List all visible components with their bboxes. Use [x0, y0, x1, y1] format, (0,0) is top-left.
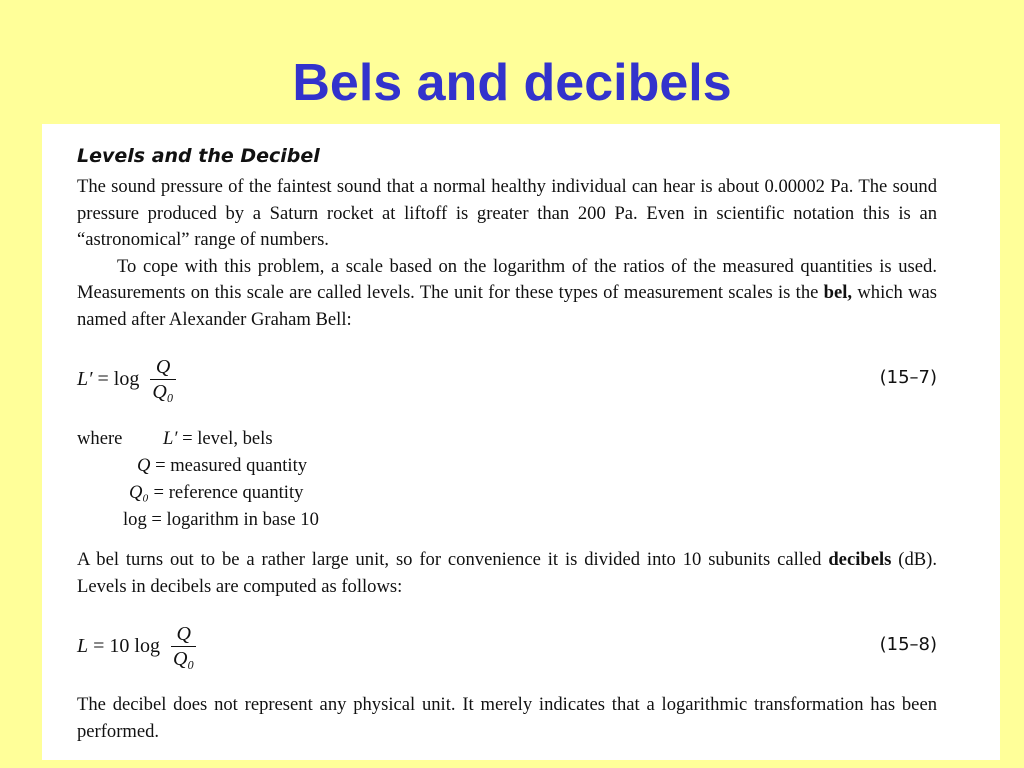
definition-row [77, 506, 937, 533]
definition-row [77, 425, 937, 452]
definition-term: log [123, 509, 147, 530]
definition-row [77, 479, 937, 506]
term-decibels: decibels [828, 549, 892, 570]
paragraph-bel-text-2: which was named after Alexander Graham Bell: [77, 282, 937, 330]
term-bel: bel, [823, 282, 853, 303]
definition-term: Q [137, 455, 151, 476]
paragraph-decibel-text-1: A bel turns out to be a rather large unit, so for convenience it is divided into 10 subunits called [77, 549, 829, 570]
eq1-fraction [150, 355, 175, 404]
eq2-lhs: L [77, 634, 89, 657]
page-content [77, 144, 937, 745]
definition-text: = logarithm in base 10 [146, 509, 319, 530]
equation-number-15-7: (15–7) [879, 367, 937, 388]
paragraph-decibel-text-2: (dB). Levels in decibels are computed as follows: [77, 549, 937, 597]
paragraph-bel-text-1: To cope with this problem, a scale based on the logarithm of the ratios of the measured quantities is used. Measurements on this scale are called levels. The unit for these types of measurement scales is the [77, 255, 937, 303]
paragraph-bel-definition [77, 254, 937, 334]
equation-number-15-8: (15–8) [879, 634, 937, 655]
variable-definitions [77, 425, 937, 533]
equation-15-8-formula [77, 614, 196, 678]
definition-term: L′ [163, 428, 178, 449]
section-heading: Levels and the Decibel [77, 145, 320, 167]
definition-text: = measured quantity [150, 455, 308, 476]
eq1-denominator: Q₀ [152, 380, 174, 403]
paragraph-decibel-unit: The decibel does not represent any physical unit. It merely indicates that a logarithmic transformation has been performed. [77, 694, 937, 742]
eq2-numerator: Q [176, 622, 191, 645]
definition-term: Q₀ [129, 482, 149, 503]
definition-row [77, 452, 937, 479]
definition-text: = reference quantity [148, 482, 304, 503]
eq2-denominator: Q₀ [172, 647, 195, 670]
eq1-operator: = log [92, 367, 145, 390]
eq1-lhs: L′ [77, 367, 93, 390]
definition-lead: where [77, 428, 128, 449]
definition-lead [77, 452, 137, 479]
definition-text: = level, bels [177, 428, 273, 449]
slide-title: Bels and decibels [292, 54, 732, 112]
eq2-fraction [171, 622, 196, 671]
equation-15-7-formula [77, 347, 176, 411]
definition-lead [77, 506, 123, 533]
equation-15-7 [77, 347, 937, 411]
paragraph-sound-pressure: The sound pressure of the faintest sound that a normal healthy individual can hear is about 0.00002 Pa. The sound pressure produced by a Saturn rocket at liftoff is greater than 200 Pa. Even in scientific notation this is an “astronomical” range of numbers. [77, 176, 937, 250]
scanned-textbook-page [42, 124, 1000, 760]
eq2-operator: = 10 log [88, 634, 165, 657]
paragraph-decibel-definition [77, 547, 937, 600]
eq1-numerator: Q [155, 355, 171, 378]
definition-lead [77, 479, 129, 506]
equation-15-8 [77, 614, 937, 678]
